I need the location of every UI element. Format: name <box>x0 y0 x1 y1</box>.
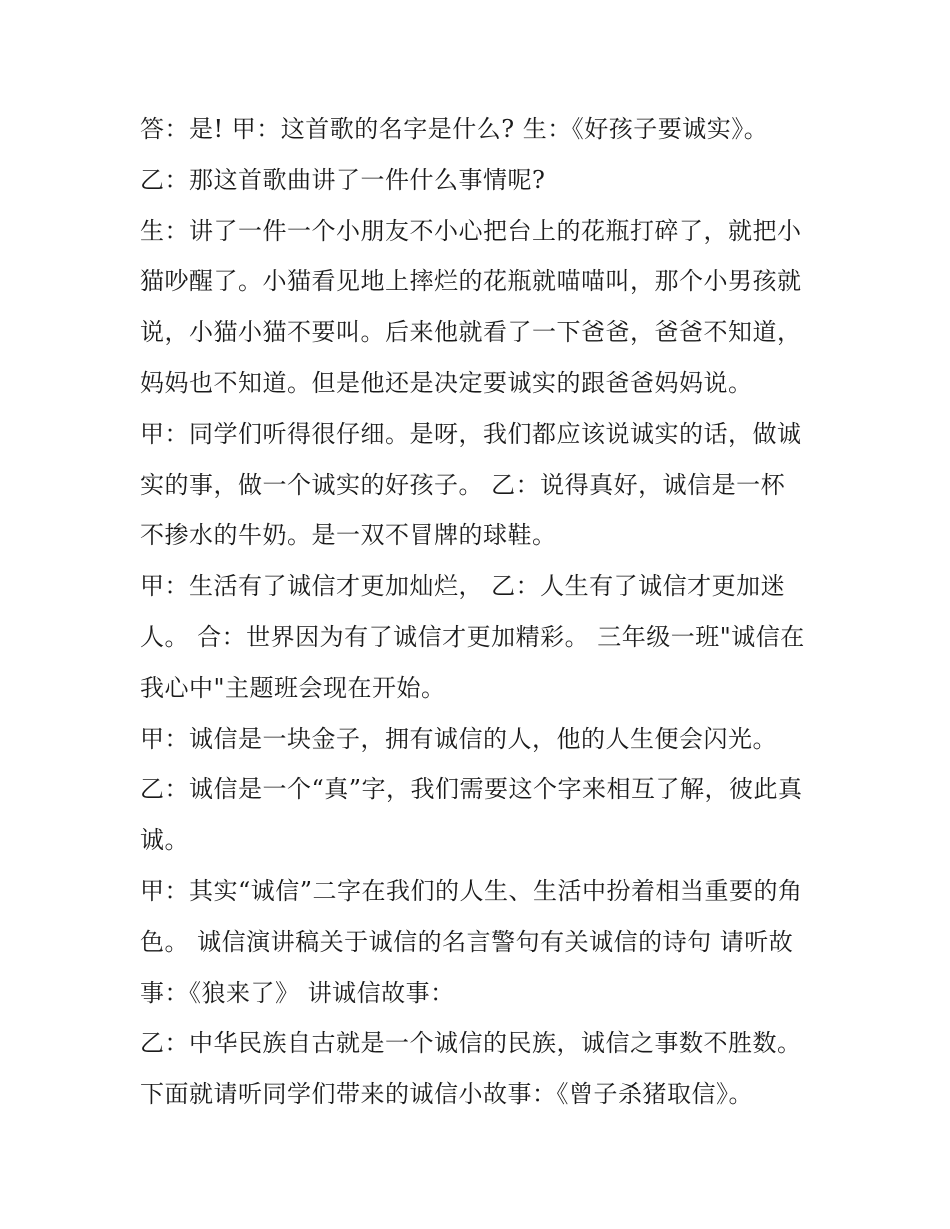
text-line: 妈妈也不知道。但是他还是决定要诚实的跟爸爸妈妈说。 <box>140 368 753 397</box>
text-line: 说，小猫小猫不要叫。后来他就看了一下爸爸，爸爸不知道， <box>140 318 802 347</box>
text-line: 生：讲了一件一个小朋友不小心把台上的花瓶打碎了，就把小 <box>140 216 802 245</box>
document-body <box>140 104 830 1120</box>
text-line: 甲：同学们听得很仔细。是呀，我们都应该说诚实的话，做诚 <box>140 419 802 448</box>
text-line: 乙：诚信是一个“真”字，我们需要这个字来相互了解，彼此真 <box>140 775 803 804</box>
text-line: 答：是! 甲：这首歌的名字是什么? 生：《好孩子要诚实》。 <box>140 115 769 143</box>
text-line: 甲：生活有了诚信才更加灿烂， 乙：人生有了诚信才更加迷 <box>140 572 786 601</box>
text-line: 猫吵醒了。小猫看见地上摔烂的花瓶就喵喵叫，那个小男孩就 <box>140 267 802 296</box>
text-line: 乙：那这首歌曲讲了一件什么事情呢? <box>140 165 546 194</box>
text-line: 我心中"主题班会现在开始。 <box>140 673 446 702</box>
text-line: 事：《狼来了》 讲诚信故事： <box>140 978 455 1007</box>
text-line: 甲：其实“诚信”二字在我们的人生、生活中扮着相当重要的角 <box>140 876 803 905</box>
text-line: 下面就请听同学们带来的诚信小故事：《曾子杀猪取信》。 <box>140 1080 753 1109</box>
text-line: 甲：诚信是一块金子，拥有诚信的人，他的人生便会闪光。 <box>140 724 777 753</box>
text-line: 实的事，做一个诚实的好孩子。 乙：说得真好，诚信是一杯 <box>140 470 786 499</box>
text-line: 不掺水的牛奶。是一双不冒牌的球鞋。 <box>140 521 557 550</box>
text-line: 色。 诚信演讲稿关于诚信的名言警句有关诚信的诗句 请听故 <box>140 927 794 956</box>
text-line: 乙：中华民族自古就是一个诚信的民族，诚信之事数不胜数。 <box>140 1029 802 1058</box>
text-line: 人。 合：世界因为有了诚信才更加精彩。 三年级一班"诚信在 <box>140 622 805 651</box>
text-line: 诚。 <box>140 826 189 855</box>
